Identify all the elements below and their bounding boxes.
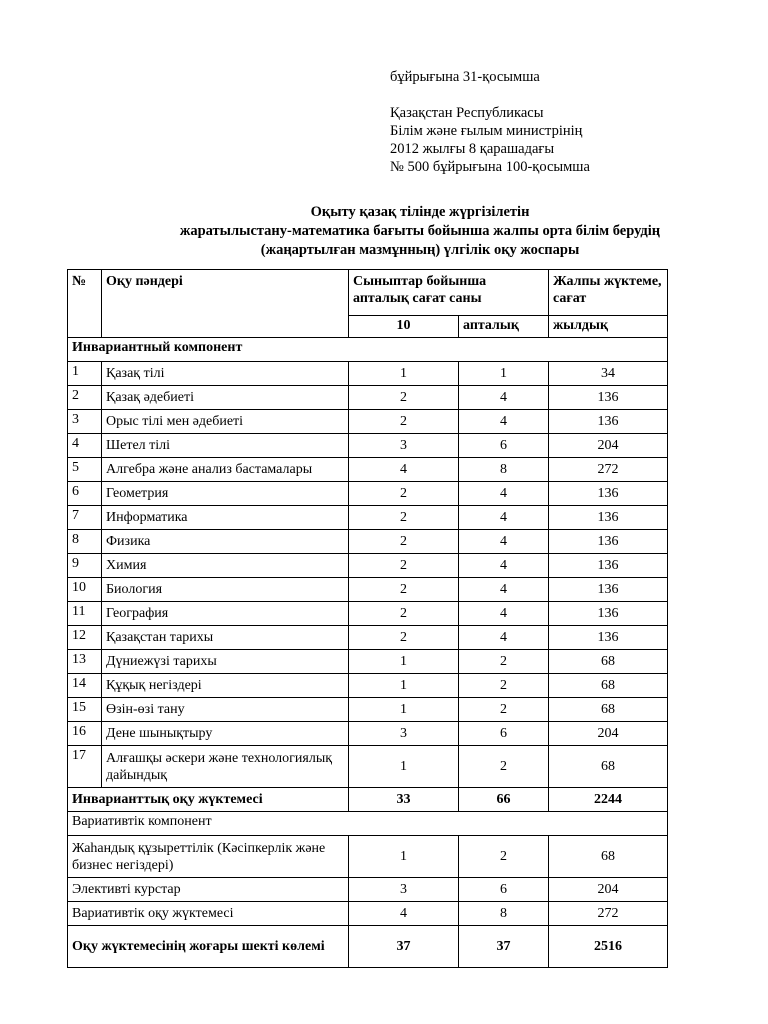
grade10-hours: 2 [349, 506, 459, 530]
variative-row [68, 878, 668, 902]
weekly-hours: 6 [459, 722, 549, 746]
weekly-hours: 4 [459, 410, 549, 434]
yearly-hours: 68 [549, 674, 668, 698]
grade10-hours: 1 [349, 746, 459, 788]
yearly-hours: 204 [549, 434, 668, 458]
weekly-hours: 2 [459, 650, 549, 674]
subject-name: Дүниежүзі тарихы [102, 650, 349, 674]
variative-section-row [68, 812, 668, 836]
variative-subject: Элективті курстар [68, 878, 349, 902]
yearly-hours: 136 [549, 554, 668, 578]
subject-name: Дене шынықтыру [102, 722, 349, 746]
curriculum-table [67, 269, 668, 968]
variative-weekly: 8 [459, 902, 549, 926]
variative-subject: Жаһандық құзыреттілік (Кәсіпкерлік және бизнес негіздері) [68, 836, 349, 878]
weekly-hours: 2 [459, 674, 549, 698]
col-total-load-header: Жалпы жүктеме, сағат [549, 270, 668, 316]
row-number: 10 [68, 578, 102, 602]
row-number: 15 [68, 698, 102, 722]
max-total-weekly: 37 [459, 926, 549, 968]
yearly-hours: 136 [549, 386, 668, 410]
yearly-hours: 68 [549, 698, 668, 722]
weekly-hours: 1 [459, 362, 549, 386]
variative-row [68, 902, 668, 926]
table-row [68, 722, 668, 746]
variative-weekly: 2 [459, 836, 549, 878]
document-title [100, 203, 740, 260]
max-total-grade10: 37 [349, 926, 459, 968]
table-row [68, 698, 668, 722]
weekly-hours: 2 [459, 698, 549, 722]
row-number: 9 [68, 554, 102, 578]
table-row [68, 578, 668, 602]
row-number: 13 [68, 650, 102, 674]
subject-name: Орыс тілі мен әдебиеті [102, 410, 349, 434]
grade10-hours: 2 [349, 554, 459, 578]
table-row [68, 506, 668, 530]
grade10-hours: 3 [349, 434, 459, 458]
grade10-hours: 1 [349, 650, 459, 674]
subject-name: Физика [102, 530, 349, 554]
col-weekly-hours-header: Сыныптар бойынша апталық сағат саны [349, 270, 549, 316]
weekly-hours: 4 [459, 386, 549, 410]
weekly-hours: 4 [459, 506, 549, 530]
col-subject-header: Оқу пәндері [102, 270, 349, 338]
grade10-hours: 2 [349, 626, 459, 650]
weekly-hours: 4 [459, 530, 549, 554]
table-row [68, 602, 668, 626]
subject-name: Құқық негіздері [102, 674, 349, 698]
subject-name: Қазақстан тарихы [102, 626, 349, 650]
subject-name: Қазақ әдебиеті [102, 386, 349, 410]
grade10-hours: 2 [349, 482, 459, 506]
subject-name: Қазақ тілі [102, 362, 349, 386]
grade10-hours: 1 [349, 362, 459, 386]
variative-subject: Вариативтік оқу жүктемесі [68, 902, 349, 926]
subject-name: Информатика [102, 506, 349, 530]
subject-name: Алғашқы әскери және технологиялық дайындық [102, 746, 349, 788]
row-number: 8 [68, 530, 102, 554]
table-row [68, 746, 668, 788]
row-number: 16 [68, 722, 102, 746]
subject-name: Химия [102, 554, 349, 578]
weekly-hours: 4 [459, 578, 549, 602]
grade10-hours: 2 [349, 386, 459, 410]
invariant-total-label: Инварианттық оқу жүктемесі [68, 788, 349, 812]
grade10-hours: 1 [349, 674, 459, 698]
grade10-hours: 3 [349, 722, 459, 746]
invariant-total-row [68, 788, 668, 812]
grade10-hours: 2 [349, 578, 459, 602]
subject-name: Шетел тілі [102, 434, 349, 458]
max-total-yearly: 2516 [549, 926, 668, 968]
table-row [68, 410, 668, 434]
variative-weekly: 6 [459, 878, 549, 902]
grade10-hours: 2 [349, 602, 459, 626]
title-line-2: жаратылыстану-математика бағыты бойынша жалпы орта білім берудің [179, 223, 661, 239]
invariant-total-weekly: 66 [459, 788, 549, 812]
yearly-hours: 136 [549, 626, 668, 650]
yearly-hours: 136 [549, 410, 668, 434]
weekly-hours: 4 [459, 482, 549, 506]
row-number: 5 [68, 458, 102, 482]
table-row [68, 386, 668, 410]
table-row [68, 554, 668, 578]
title-line-1: Оқыту қазақ тілінде жүргізілетін [310, 204, 530, 220]
yearly-hours: 272 [549, 458, 668, 482]
row-number: 3 [68, 410, 102, 434]
yearly-hours: 68 [549, 650, 668, 674]
weekly-hours: 4 [459, 554, 549, 578]
subject-name: География [102, 602, 349, 626]
row-number: 12 [68, 626, 102, 650]
yearly-hours: 136 [549, 482, 668, 506]
yearly-hours: 34 [549, 362, 668, 386]
variative-row [68, 836, 668, 878]
variative-grade10: 1 [349, 836, 459, 878]
max-total-label: Оқу жүктемесінің жоғары шекті көлемі [68, 926, 349, 968]
invariant-section-label: Инвариантный компонент [68, 338, 668, 362]
row-number: 4 [68, 434, 102, 458]
sub-weekly-header: апталық [459, 316, 549, 338]
yearly-hours: 136 [549, 602, 668, 626]
weekly-hours: 6 [459, 434, 549, 458]
subject-name: Геометрия [102, 482, 349, 506]
grade10-hours: 2 [349, 410, 459, 434]
invariant-total-grade10: 33 [349, 788, 459, 812]
variative-yearly: 204 [549, 878, 668, 902]
yearly-hours: 68 [549, 746, 668, 788]
yearly-hours: 136 [549, 506, 668, 530]
header-line-3: Білім және ғылым министрінің [390, 123, 583, 139]
subject-name: Алгебра және анализ бастамалары [102, 458, 349, 482]
header-line-1: бұйрығына 31-қосымша [390, 69, 540, 85]
header-line-2: Қазақстан Республикасы [390, 105, 544, 121]
table-row [68, 650, 668, 674]
yearly-hours: 136 [549, 578, 668, 602]
grade10-hours: 1 [349, 698, 459, 722]
variative-section-label: Вариативтік компонент [68, 812, 668, 836]
table-row [68, 530, 668, 554]
subject-name: Өзін-өзі тану [102, 698, 349, 722]
variative-grade10: 3 [349, 878, 459, 902]
table-row [68, 362, 668, 386]
row-number: 1 [68, 362, 102, 386]
row-number: 17 [68, 746, 102, 788]
table-row [68, 434, 668, 458]
invariant-section-row [68, 338, 668, 362]
weekly-hours: 4 [459, 626, 549, 650]
yearly-hours: 204 [549, 722, 668, 746]
row-number: 11 [68, 602, 102, 626]
row-number: 14 [68, 674, 102, 698]
grade10-hours: 2 [349, 530, 459, 554]
table-row [68, 674, 668, 698]
weekly-hours: 4 [459, 602, 549, 626]
table-header-row [68, 270, 668, 316]
table-row [68, 626, 668, 650]
max-total-row [68, 926, 668, 968]
title-line-3: (жаңартылған мазмұнның) үлгілік оқу жоспары [260, 242, 580, 258]
grade10-hours: 4 [349, 458, 459, 482]
row-number: 6 [68, 482, 102, 506]
order-annex-header [390, 68, 590, 176]
table-row [68, 458, 668, 482]
row-number: 7 [68, 506, 102, 530]
weekly-hours: 2 [459, 746, 549, 788]
variative-yearly: 272 [549, 902, 668, 926]
row-number: 2 [68, 386, 102, 410]
variative-yearly: 68 [549, 836, 668, 878]
col-num-header: № [68, 270, 102, 338]
yearly-hours: 136 [549, 530, 668, 554]
sub-yearly-header: жылдық [549, 316, 668, 338]
weekly-hours: 8 [459, 458, 549, 482]
table-row [68, 482, 668, 506]
subject-name: Биология [102, 578, 349, 602]
header-line-5: № 500 бұйрығына 100-қосымша [390, 159, 590, 175]
sub-grade-header: 10 [349, 316, 459, 338]
variative-grade10: 4 [349, 902, 459, 926]
header-line-4: 2012 жылғы 8 қарашадағы [390, 141, 555, 157]
invariant-total-yearly: 2244 [549, 788, 668, 812]
